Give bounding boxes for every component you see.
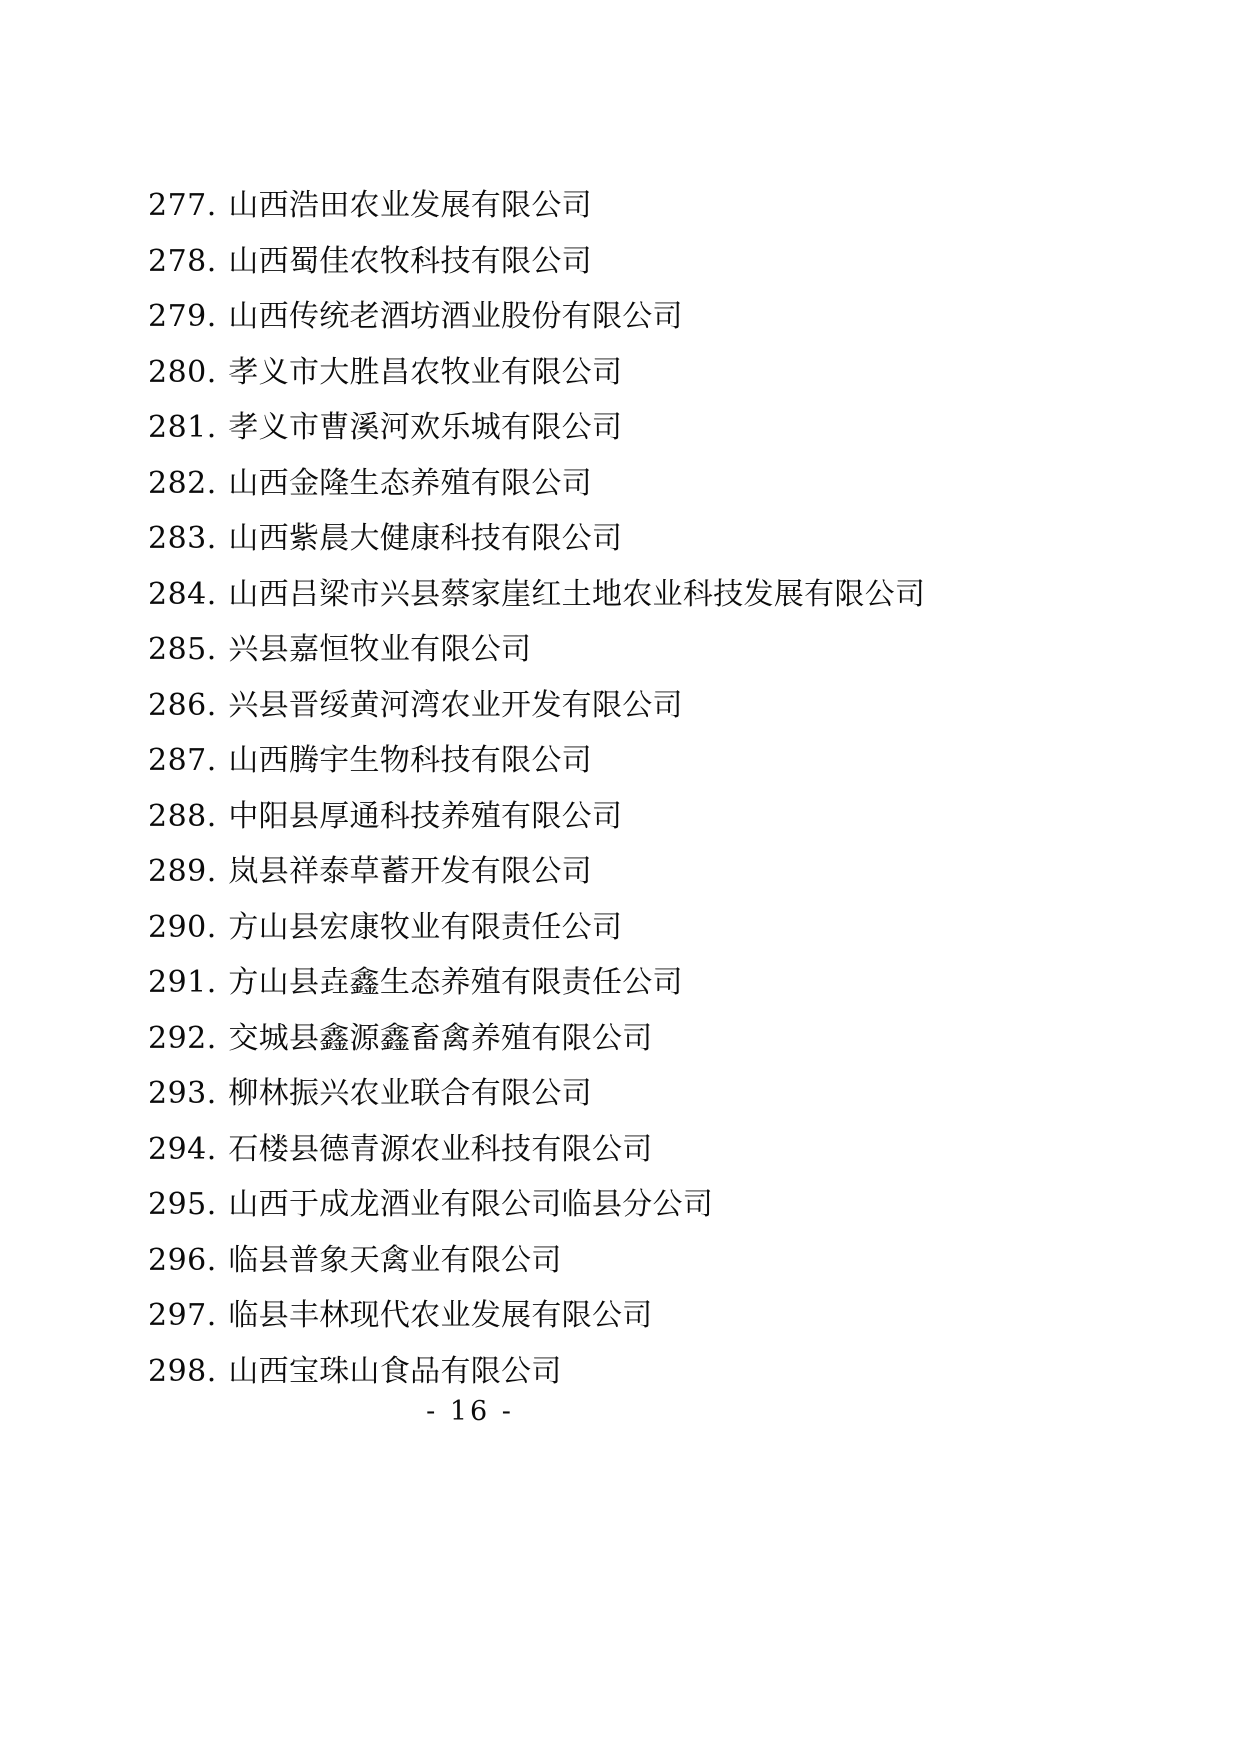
list-item-label: 山西吕梁市兴县蔡家崖红土地农业科技发展有限公司 (228, 576, 926, 612)
list-item (148, 511, 1108, 567)
list-item-label: 山西腾宇生物科技有限公司 (228, 743, 592, 778)
list-item-number: 289. (148, 854, 217, 889)
list-item-number: 283. (148, 521, 217, 556)
list-item-label: 山西浩田农业发展有限公司 (228, 188, 592, 223)
list-item (148, 178, 1108, 234)
list-item (148, 456, 1108, 512)
list-item-number: 290. (148, 909, 217, 945)
list-item-label: 山西蜀佳农牧科技有限公司 (228, 243, 592, 279)
list-item-label: 山西金隆生态养殖有限公司 (228, 465, 592, 501)
list-item (148, 567, 1108, 623)
list-item (148, 1344, 1108, 1400)
list-item-number: 294. (148, 1131, 217, 1167)
list-item-label: 方山县垚鑫生态养殖有限责任公司 (228, 965, 683, 1000)
list-item (148, 1066, 1108, 1122)
list-item (148, 289, 1108, 345)
list-item-label: 孝义市曹溪河欢乐城有限公司 (228, 410, 623, 445)
list-item-number: 288. (148, 798, 217, 834)
list-item-number: 282. (148, 465, 217, 501)
list-item-number: 287. (148, 743, 217, 778)
list-item (148, 622, 1108, 678)
list-item (148, 678, 1108, 734)
list-item-number: 298. (148, 1353, 217, 1389)
list-item-label: 石楼县德青源农业科技有限公司 (228, 1131, 653, 1167)
list-item-number: 278. (148, 243, 217, 279)
list-item (148, 789, 1108, 845)
list-item-label: 方山县宏康牧业有限责任公司 (228, 909, 623, 945)
list-item-label: 临县普象天禽业有限公司 (228, 1242, 562, 1278)
list-item (148, 900, 1108, 956)
list-item-label: 柳林振兴农业联合有限公司 (228, 1076, 592, 1111)
list-item-number: 291. (148, 965, 217, 1000)
list-item-number: 280. (148, 354, 217, 390)
page-number: - 16 - (426, 1396, 514, 1427)
list-item-number: 292. (148, 1020, 217, 1056)
list-item-label: 兴县晋绥黄河湾农业开发有限公司 (228, 687, 683, 723)
list-item-number: 285. (148, 632, 217, 667)
list-item-number: 281. (148, 410, 217, 445)
list-item-label: 中阳县厚通科技养殖有限公司 (228, 798, 623, 834)
list-item (148, 1122, 1108, 1178)
list-item-number: 296. (148, 1242, 217, 1278)
list-item-label: 临县丰林现代农业发展有限公司 (228, 1298, 653, 1333)
list-item (148, 400, 1108, 456)
list-item (148, 733, 1108, 789)
list-item-number: 293. (148, 1076, 217, 1111)
list-item (148, 1288, 1108, 1344)
company-list (148, 178, 1108, 1399)
list-item-label: 兴县嘉恒牧业有限公司 (228, 632, 532, 667)
list-item-number: 277. (148, 188, 217, 223)
list-item-label: 山西宝珠山食品有限公司 (228, 1353, 562, 1389)
list-item-label: 岚县祥泰草蓄开发有限公司 (228, 854, 592, 889)
list-item (148, 955, 1108, 1011)
list-item-number: 286. (148, 687, 217, 723)
list-item (148, 234, 1108, 290)
list-item-label: 山西传统老酒坊酒业股份有限公司 (228, 299, 683, 334)
list-item-number: 297. (148, 1298, 217, 1333)
list-item-label: 交城县鑫源鑫畜禽养殖有限公司 (228, 1020, 653, 1056)
list-item-number: 284. (148, 576, 217, 612)
list-item-label: 山西紫晨大健康科技有限公司 (228, 521, 623, 556)
list-item (148, 1177, 1108, 1233)
list-item-label: 山西于成龙酒业有限公司临县分公司 (228, 1187, 714, 1222)
list-item-number: 279. (148, 299, 217, 334)
list-item (148, 1011, 1108, 1067)
list-item (148, 844, 1108, 900)
list-item (148, 345, 1108, 401)
list-item (148, 1233, 1108, 1289)
list-item-number: 295. (148, 1187, 217, 1222)
list-item-label: 孝义市大胜昌农牧业有限公司 (228, 354, 623, 390)
